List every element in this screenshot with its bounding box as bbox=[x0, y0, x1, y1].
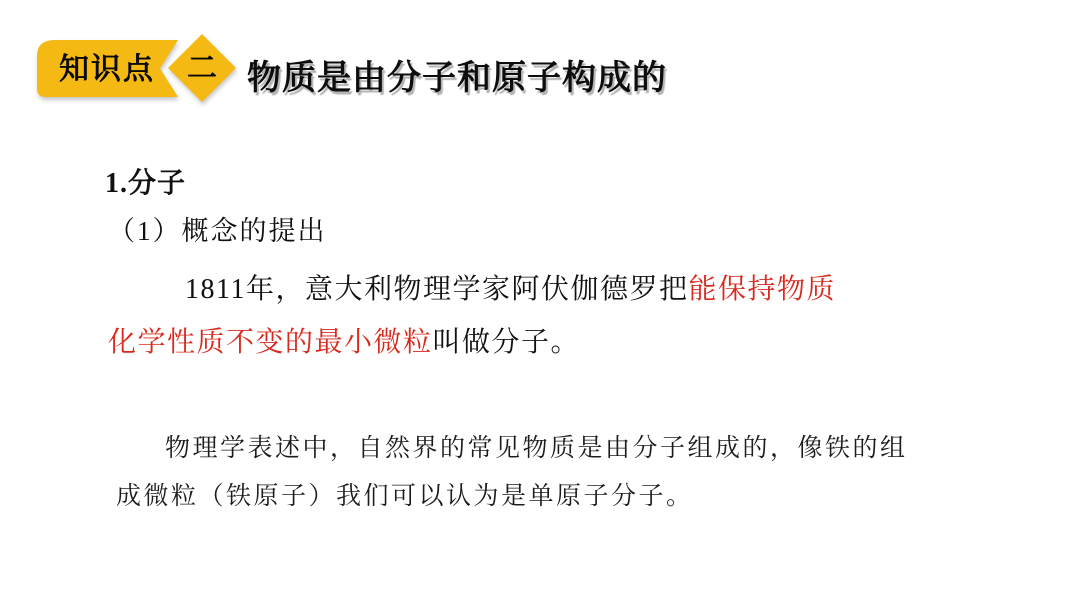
banner-number: 二 bbox=[187, 52, 217, 85]
note-line-2: 成微粒（铁原子）我们可以认为是单原子分子。 bbox=[116, 481, 694, 510]
knowledge-point-banner bbox=[30, 28, 250, 112]
definition-line-1 bbox=[108, 270, 836, 323]
definition-line2-highlight: 化学性质不变的最小微粒 bbox=[108, 327, 433, 358]
definition-line1-highlight: 能保持物质 bbox=[688, 274, 836, 305]
subsection-heading: （1）概念的提出 bbox=[108, 216, 327, 246]
definition-line-2 bbox=[108, 323, 836, 376]
section-heading: 1.分子 bbox=[105, 168, 187, 199]
definition-line1-black: 1811年，意大利物理学家阿伏伽德罗把 bbox=[185, 274, 689, 305]
physics-note bbox=[116, 430, 908, 526]
definition-paragraph bbox=[108, 270, 836, 376]
banner-label: 知识点 bbox=[59, 53, 155, 86]
note-line-1: 物理学表述中，自然界的常见物质是由分子组成的，像铁的组 bbox=[165, 433, 908, 462]
page-title: 物质是由分子和原子构成的 bbox=[247, 60, 667, 97]
definition-line2-black: 叫做分子。 bbox=[432, 327, 581, 358]
